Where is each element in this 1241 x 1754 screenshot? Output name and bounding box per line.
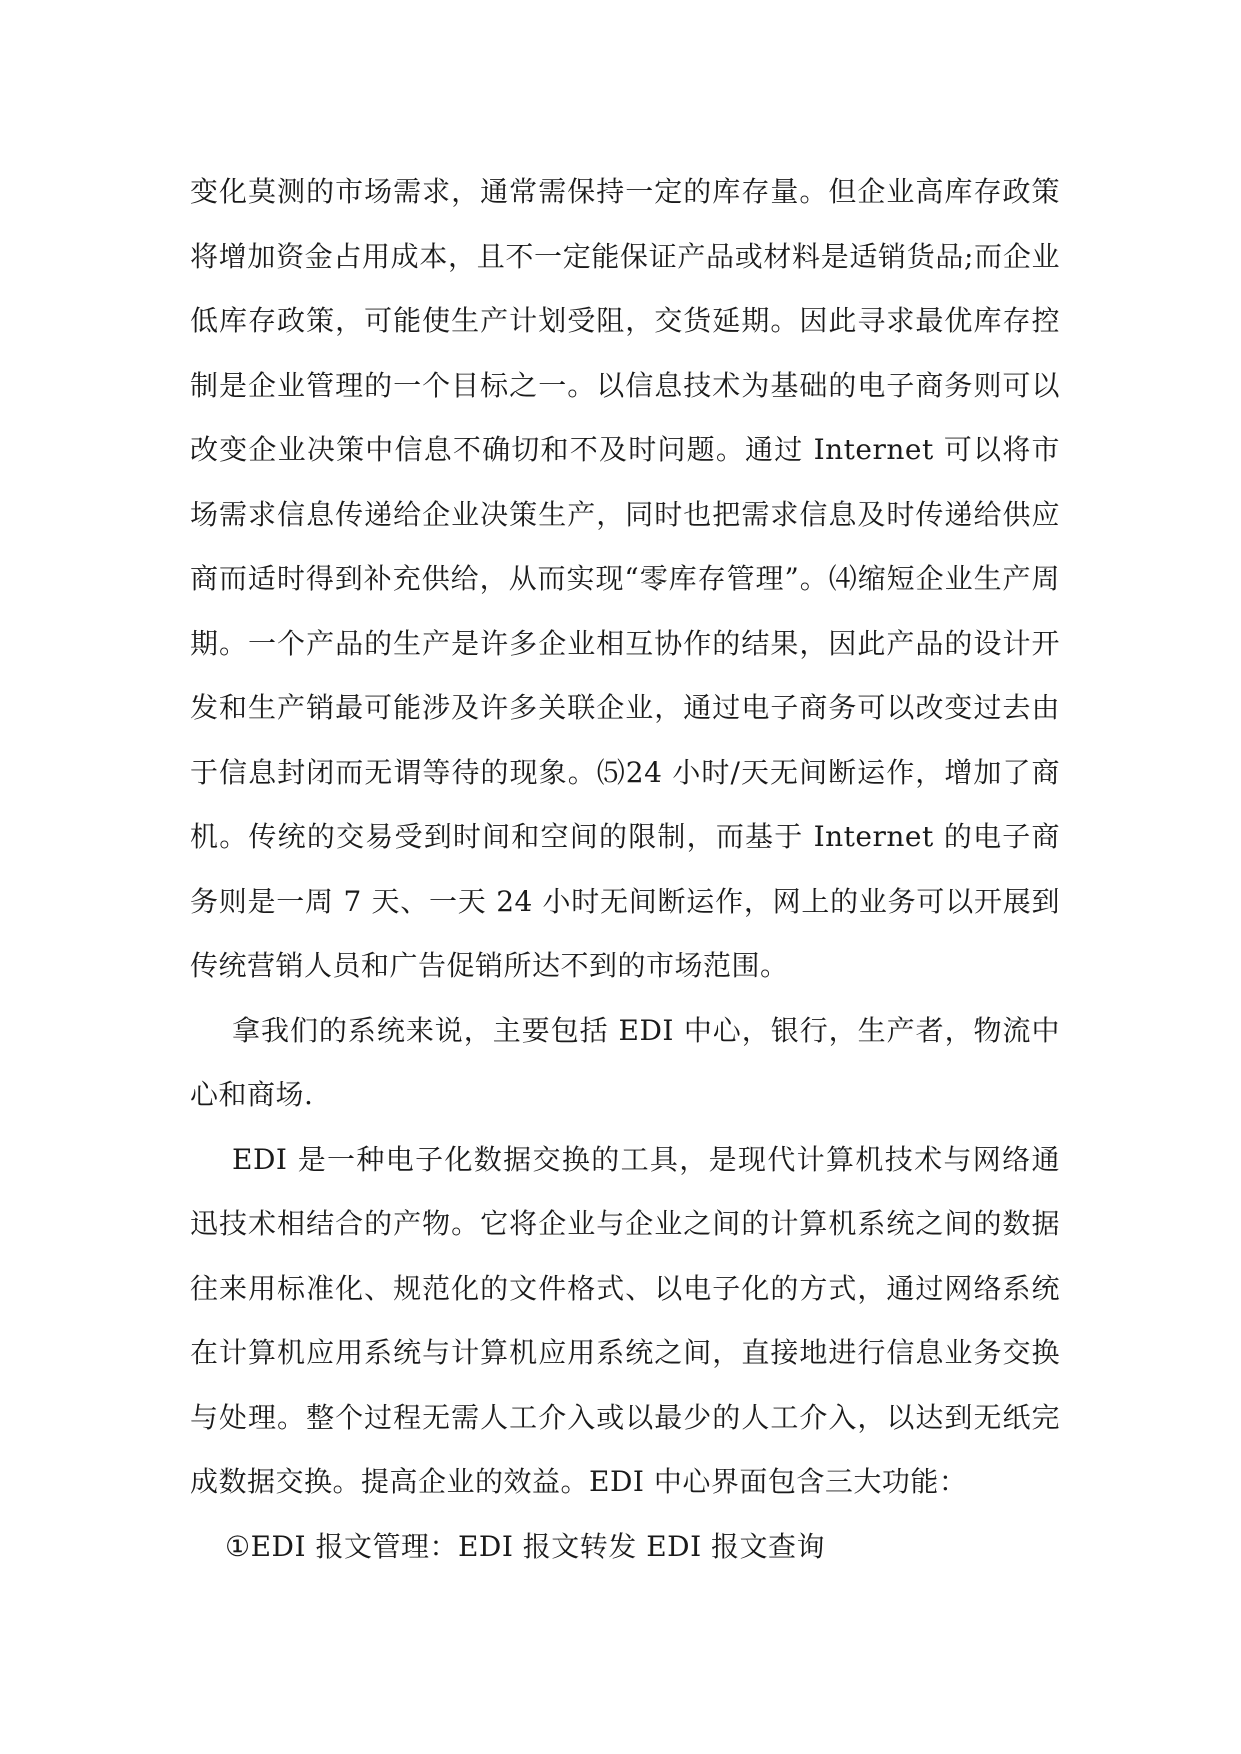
list-item-edi-message-management: ①EDI 报文管理：EDI 报文转发 EDI 报文查询	[225, 1529, 826, 1563]
paragraph-inventory-ecommerce: 变化莫测的市场需求，通常需保持一定的库存量。但企业高库存政策将增加资金占用成本，且不一定能保证产品或材料是适销货品;而企业低库存政策，可能使生产计划受阻，交货延期。因此寻求最优库存控制是企业管理的一个目标之一。以信息技术为基础的电子商务则可以改变企业决策中信息不确切和不及时问题。通过 Internet 可以将市场需求信息传递给企业决策生产，同时也把需求信息及时传递给供应商而适时得到补充供给，从而实现“零库存管理”。⑷缩短企业生产周期。一个产品的生产是许多企业相互协作的结果，因此产品的设计开发和生产销最可能涉及许多关联企业，通过电子商务可以改变过去由于信息封闭而无谓等待的现象。⑸24 小时/天无间断运作，增加了商机。传统的交易受到时间和空间的限制，而基于 Internet 的电子商务则是一周 7 天、一天 24 小时无间断运作，网上的业务可以开展到传统营销人员和广告促销所达不到的市场范围。	[190, 175, 1060, 982]
paragraph-system-overview: 拿我们的系统来说，主要包括 EDI 中心，银行，生产者，物流中心和商场.	[190, 1013, 1060, 1111]
document-body	[190, 160, 1060, 1579]
paragraph-edi-definition: EDI 是一种电子化数据交换的工具，是现代计算机技术与网络通迅技术相结合的产物。它将企业与企业之间的计算机系统之间的数据往来用标准化、规范化的文件格式、以电子化的方式，通过网络系统在计算机应用系统与计算机应用系统之间，直接地进行信息业务交换与处理。整个过程无需人工介入或以最少的人工介入，以达到无纸完成数据交换。提高企业的效益。EDI 中心界面包含三大功能：	[190, 1142, 1060, 1498]
